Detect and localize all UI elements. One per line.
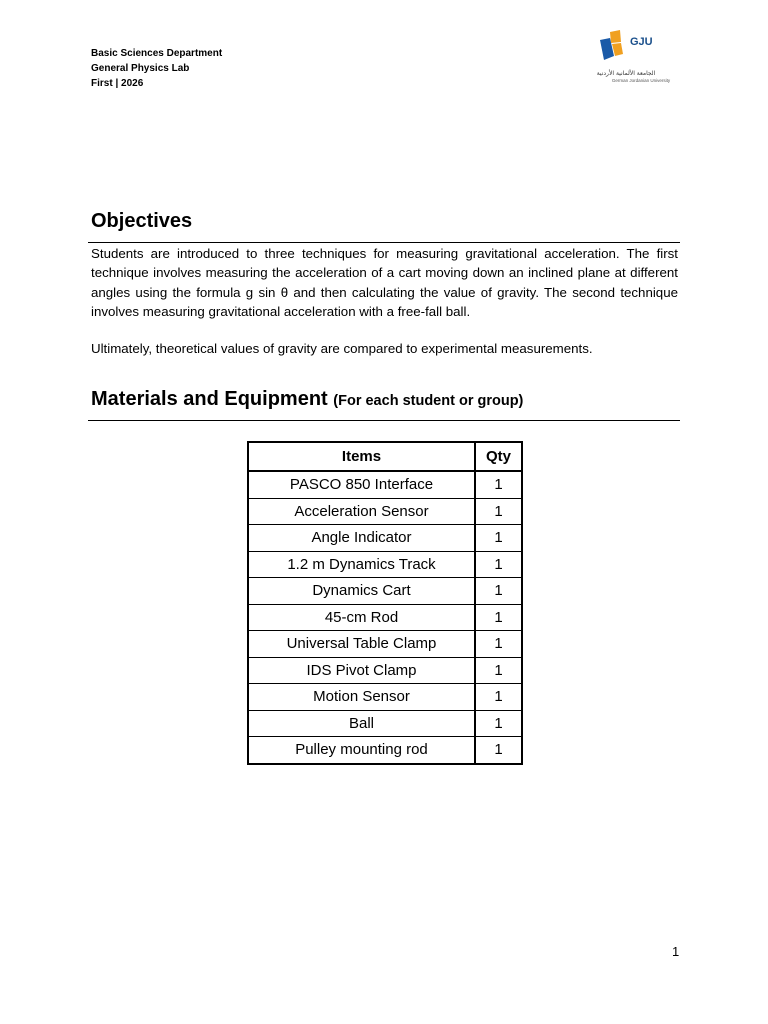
objectives-divider	[88, 242, 680, 243]
item-cell: Acceleration Sensor	[248, 498, 475, 525]
qty-cell: 1	[475, 684, 522, 711]
objectives-heading: Objectives	[91, 210, 193, 232]
table-row	[248, 498, 522, 525]
logo-mark-text: GJU	[630, 36, 653, 48]
table-row	[248, 631, 522, 658]
materials-heading-text: Materials and Equipment	[91, 388, 328, 410]
item-cell: 1.2 m Dynamics Track	[248, 551, 475, 578]
qty-cell: 1	[475, 657, 522, 684]
materials-subheading: (For each student or group)	[333, 393, 524, 409]
qty-cell: 1	[475, 525, 522, 552]
table-row	[248, 684, 522, 711]
item-cell: PASCO 850 Interface	[248, 471, 475, 498]
qty-cell: 1	[475, 578, 522, 605]
item-cell: Angle Indicator	[248, 525, 475, 552]
item-cell: 45-cm Rod	[248, 604, 475, 631]
term-label: First | 2026	[91, 78, 144, 89]
document-header	[91, 46, 222, 91]
qty-cell: 1	[475, 604, 522, 631]
table-row	[248, 551, 522, 578]
header-qty: Qty	[475, 442, 522, 471]
item-cell: Ball	[248, 710, 475, 737]
lab-label: General Physics Lab	[91, 63, 190, 74]
equipment-table	[247, 441, 523, 765]
table-row	[248, 657, 522, 684]
qty-cell: 1	[475, 498, 522, 525]
item-cell: Pulley mounting rod	[248, 737, 475, 764]
qty-cell: 1	[475, 631, 522, 658]
table-row	[248, 471, 522, 498]
table-row	[248, 710, 522, 737]
item-cell: Dynamics Cart	[248, 578, 475, 605]
table-header-row	[248, 442, 522, 471]
table-row	[248, 525, 522, 552]
item-cell: Motion Sensor	[248, 684, 475, 711]
table-row	[248, 578, 522, 605]
objectives-paragraph-1: Students are introduced to three techniques for measuring gravitational acceleration. The first technique involves measuring the acceleration of a cart moving down an inclined plane at different angles using the formula g sin θ and then calculating the value of gravity. The second technique involves measuring gravitational acceleration with a free-fall ball.	[91, 246, 678, 320]
qty-cell: 1	[475, 737, 522, 764]
qty-cell: 1	[475, 551, 522, 578]
item-cell: IDS Pivot Clamp	[248, 657, 475, 684]
logo-english-text: German Jordanian University	[611, 78, 671, 83]
header-items: Items	[248, 442, 475, 471]
qty-cell: 1	[475, 710, 522, 737]
qty-cell: 1	[475, 471, 522, 498]
page-number: 1	[672, 944, 680, 959]
department-label: Basic Sciences Department	[91, 48, 223, 59]
logo-arabic-text: الجامعة الألمانية الأردنية	[596, 70, 656, 77]
item-cell: Universal Table Clamp	[248, 631, 475, 658]
table-row	[248, 604, 522, 631]
gju-logo	[596, 30, 680, 90]
objectives-paragraph-2: Ultimately, theoretical values of gravity are compared to experimental measurements.	[91, 341, 593, 356]
materials-heading	[91, 388, 523, 411]
gju-logo-icon	[596, 30, 630, 64]
materials-divider	[88, 420, 680, 421]
table-row	[248, 737, 522, 764]
